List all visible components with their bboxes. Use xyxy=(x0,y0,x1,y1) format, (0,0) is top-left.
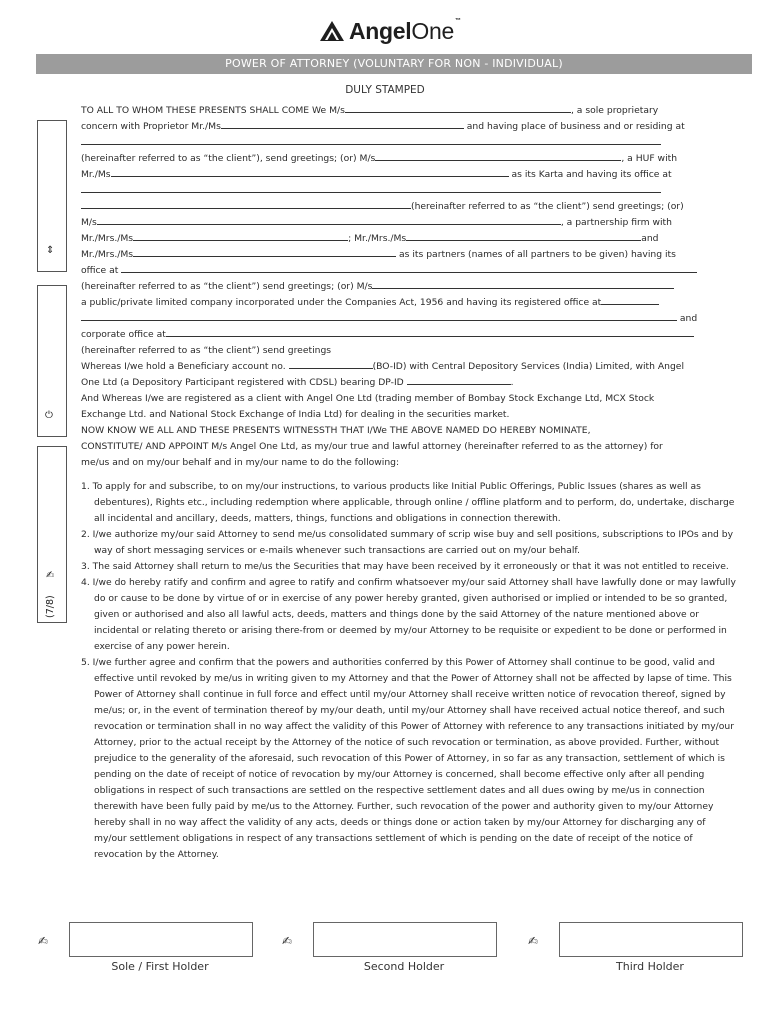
blank-field[interactable] xyxy=(221,119,464,129)
text-line: M/s , a partnership firm with xyxy=(81,217,672,228)
blank-field[interactable] xyxy=(121,263,697,273)
first-holder-signature-box[interactable] xyxy=(69,922,253,957)
blank-field[interactable] xyxy=(81,199,411,209)
signature-pen-icon: ✍ xyxy=(38,934,49,948)
text-line: (hereinafter referred to as “the client”) send greetings; (or) M/s xyxy=(81,279,737,295)
text-line: Mr./Ms as its Karta and having its office at xyxy=(81,169,672,180)
third-holder-signature-box[interactable] xyxy=(559,922,743,957)
blank-field[interactable] xyxy=(289,359,373,369)
text-line: me/us and on my/our behalf and in my/our name to do the following: xyxy=(81,457,400,468)
logo-text: AngelOne™ xyxy=(349,17,461,44)
blank-field[interactable] xyxy=(345,103,571,113)
page-indicator: (7/8) xyxy=(45,595,56,618)
text-line: NOW KNOW WE ALL AND THESE PRESENTS WITNESSTH THAT I/We THE ABOVE NAMED DO HEREBY NOMINATE, xyxy=(81,425,591,436)
poa-body xyxy=(81,103,737,863)
text-line: And Whereas I/we are registered as a client with Angel One Ltd (trading member of Bombay Stock Exchange Ltd, MCX Stock xyxy=(81,393,655,404)
blank-field[interactable] xyxy=(372,279,674,289)
form-title-banner: POWER OF ATTORNEY (VOLUNTARY FOR NON - INDIVIDUAL) xyxy=(36,54,752,74)
blank-field[interactable] xyxy=(406,231,641,241)
text-line: concern with Proprietor Mr./Ms and having place of business and or residing at xyxy=(81,121,685,132)
blank-field[interactable] xyxy=(133,231,348,241)
blank-field[interactable] xyxy=(81,135,661,145)
signature-pen-icon: ✍ xyxy=(46,570,55,581)
blank-field[interactable] xyxy=(81,311,677,321)
text-line: CONSTITUTE/ AND APPOINT M/s Angel One Ltd, as my/our true and lawful attorney (hereinafter referred to as the attorney) for xyxy=(81,441,663,452)
signature-pen-icon: ✍ xyxy=(528,934,539,948)
text-line: (hereinafter referred to as “the client”) send greetings; (or) xyxy=(81,199,737,215)
text-line xyxy=(81,135,737,151)
text-line: One Ltd (a Depository Participant registered with CDSL) bearing DP-ID . xyxy=(81,377,514,388)
hold-icon: ⏻ xyxy=(45,410,53,421)
text-line: Exchange Ltd. and National Stock Exchange of India Ltd) for dealing in the securities market. xyxy=(81,409,510,420)
text-line: Mr./Mrs./Ms ; Mr./Mrs./Ms and xyxy=(81,233,659,244)
clause-1: 1. To apply for and subscribe, to on my/our instructions, to various products like Initial Public Offerings, Public Issues (shares as well as debentures), Rights etc., including redemption where applicable, through online / offline platform and to perform, do, undertake, discharge all incidental and ancillary, deeds, matters, things, functions and obligations in connection therewith. xyxy=(81,481,735,524)
text-line: a public/private limited company incorporated under the Companies Act, 1956 and having its registered office at xyxy=(81,295,737,311)
clause-5: 5. I/we further agree and confirm that the powers and authorities conferred by this Power of Attorney shall continue to be good, valid and effective until revoked by me/us in writing given to my Attorney and that the Power of Attorney shall not be affected by lapse of time. This Power of Attorney shall continue in full force and effect until my/our Attorney shall receive written notice of revocation thereof, signed by me/us; or, in the event of termination thereof by my/our death, until my/our Attorney shall have received actual notice thereof, and such revocation or termination shall in no way affect the validity of this Power of Attorney with reference to any transactions initiated by my/our Attorney, prior to the actual receipt by the Attorney of the notice of such revocation or termination, as above provided. Further, without prejudice to the generality of the aforesaid, such revocation of this Power of Attorney, in so far as any transaction, settlement of which is pending on the date of receipt of notice of revocation by my/our Attorney is concerned, shall become effective only after all pending obligations in respect of such transactions are settled on the respective settlement dates and all dues owing by me/us in connection therewith have been fully paid by me/us to the Attorney. Further, such revocation of the power and authority given to my/our Attorney hereby shall in no way affect the validity of any acts, deeds or things done or action taken by my/our Attorney for discharging any of my/our settlement obligations in respect of any transactions settlement of which is pending on the date of receipt of the notice of revocation by the Attorney. xyxy=(81,657,734,860)
clause-2: 2. I/we authorize my/our said Attorney to send me/us consolidated summary of scrip wise buy and sell positions, subscriptions to IPOs and by way of short messaging services or e-mails whenever such transactions are carried out on my/our behalf. xyxy=(81,529,734,556)
text-line: (hereinafter referred to as “the client”), send greetings; (or) M/s , a HUF with xyxy=(81,153,678,164)
clause-4: 4. I/we do hereby ratify and confirm and agree to ratify and confirm whatsoever my/our said Attorney shall have lawfully done or may lawfully do or cause to be done by virtue of or in exercise of any power hereby granted, given authorised or implied or intended to be so granted, given or authorised and also all lawful acts, deeds, matters and things done by the said Attorney of the nature mentioned above or incidental or relating thereto or arising there-from or deemed by my/our Attorney to be requisite or expedient to be done or performed in exercise of any power herein. xyxy=(81,577,736,652)
blank-field[interactable] xyxy=(407,375,511,385)
logo-mark-icon xyxy=(319,20,345,42)
text-line: TO ALL TO WHOM THESE PRESENTS SHALL COME We M/s , a sole proprietary xyxy=(81,105,659,116)
text-line: (hereinafter referred to as “the client”) send greetings xyxy=(81,345,332,356)
second-holder-signature-box[interactable] xyxy=(313,922,497,957)
text-line xyxy=(81,183,737,199)
text-line: office at xyxy=(81,263,737,279)
text-line: Whereas I/we hold a Beneficiary account no. (BO-ID) with Central Depository Services (India) Limited, with Angel xyxy=(81,361,685,372)
blank-field[interactable] xyxy=(97,215,561,225)
duly-stamped-label: DULY STAMPED xyxy=(345,84,425,96)
text-line: corporate office at xyxy=(81,327,737,343)
blank-field[interactable] xyxy=(81,183,661,193)
clause-3: 3. The said Attorney shall return to me/us the Securities that may have been received by it erroneously or that it was not entitled to receive. xyxy=(81,561,729,572)
angel-one-logo xyxy=(319,18,461,44)
blank-field[interactable] xyxy=(375,151,621,161)
signature-pen-icon: ✍ xyxy=(282,934,293,948)
second-holder-label: Second Holder xyxy=(363,960,445,973)
first-holder-label: Sole / First Holder xyxy=(111,960,209,973)
blank-field[interactable] xyxy=(111,167,509,177)
scroll-arrows-icon: ⇕ xyxy=(46,245,55,256)
third-holder-label: Third Holder xyxy=(616,960,684,973)
signature-section xyxy=(0,922,770,982)
blank-field[interactable] xyxy=(166,327,694,337)
text-line: Mr./Mrs./Ms as its partners (names of all partners to be given) having its xyxy=(81,249,676,260)
clause-list xyxy=(81,479,737,863)
blank-field[interactable] xyxy=(601,295,659,305)
blank-field[interactable] xyxy=(133,247,396,257)
text-line: and xyxy=(81,311,737,327)
